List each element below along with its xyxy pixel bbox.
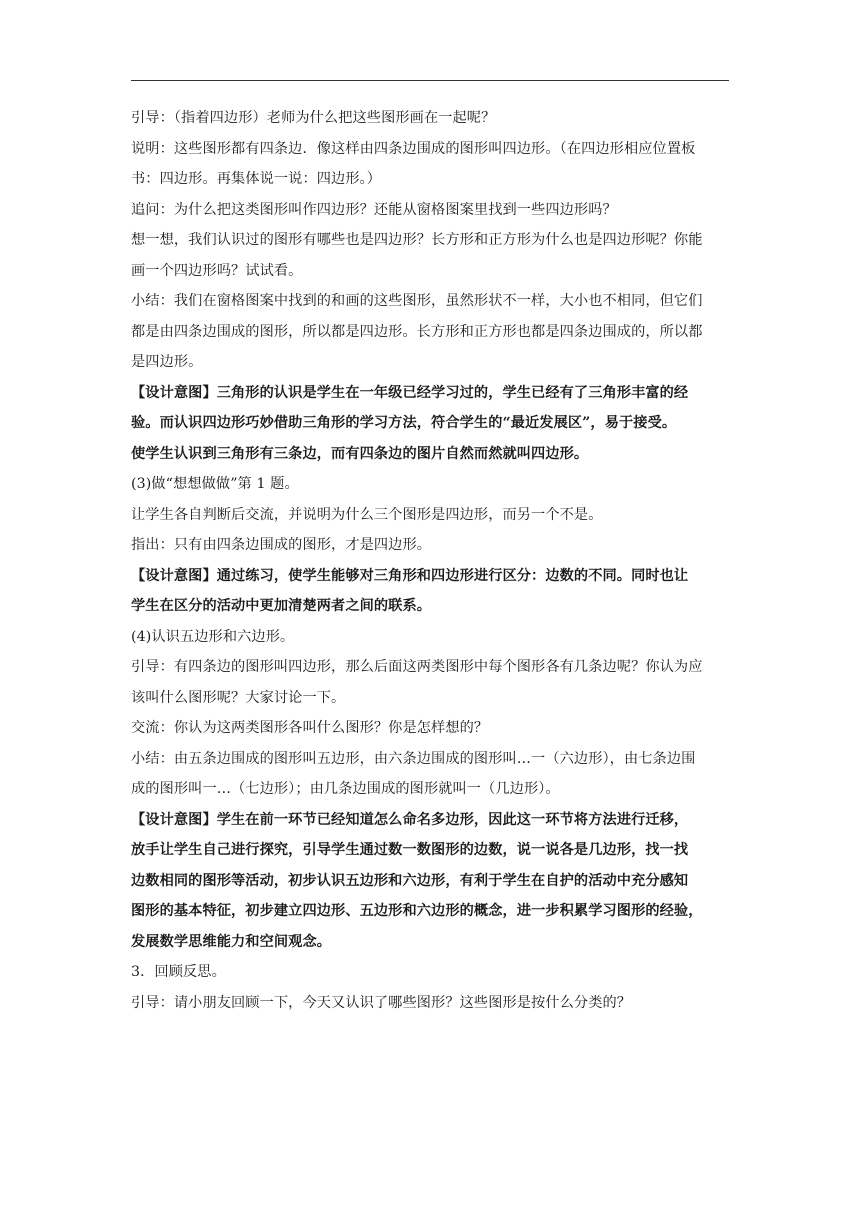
design-intent-line: 【设计意图】学生在前一环节已经知道怎么命名多边形，因此这一环节将方法进行迁移，	[131, 811, 689, 828]
text-line: 画一个四边形吗？试试看。	[131, 262, 303, 279]
design-intent-line: 图形的基本特征，初步建立四边形、五边形和六边形的概念，进一步积累学习图形的经验，	[131, 903, 703, 919]
text-line: 3．回顾反思。	[131, 964, 226, 980]
document-body	[131, 103, 731, 1018]
text-line: 追问：为什么把这类图形叫作四边形？还能从窗格图案里找到一些四边形吗？	[131, 201, 617, 218]
text-line: 说明：这些图形都有四条边．像这样由四条边围成的图形叫四边形。（在四边形相应位置板	[131, 140, 696, 157]
text-line: 小结：由五条边围成的图形叫五边形，由六条边围成的图形叫…一（六边形），由七条边围	[131, 750, 696, 767]
design-intent-line: 【设计意图】三角形的认识是学生在一年级已经学习过的，学生已经有了三角形丰富的经	[131, 384, 689, 401]
text-line: 交流：你认为这两类图形各叫什么图形？你是怎样想的？	[131, 720, 489, 736]
design-intent-line: 放手让学生自己进行探究，引导学生通过数一数图形的边数，说一说各是几边形，找一找	[131, 842, 689, 858]
design-intent-line: 边数相同的图形等活动，初步认识五边形和六边形，有利于学生在自护的活动中充分感知	[131, 872, 689, 889]
text-line: 引导：请小朋友回顾一下，今天又认识了哪些图形？这些图形是按什么分类的？	[131, 994, 632, 1011]
text-line: 该叫什么图形呢？大家讨论一下。	[131, 689, 346, 706]
text-line: 想一想，我们认识过的图形有哪些也是四边形？长方形和正方形为什么也是四边形呢？你能	[131, 232, 703, 248]
design-intent-line: 使学生认识到三角形有三条边，而有四条边的图片自然而然就叫四边形。	[131, 445, 589, 462]
text-line: 指出：只有由四条边围成的图形，才是四边形。	[131, 537, 432, 553]
text-line: (4)认识五边形和六边形。	[131, 628, 295, 645]
text-line: 引导：有四条边的图形叫四边形，那么后面这两类图形中每个图形各有几条边呢？你认为应	[131, 659, 703, 675]
text-line: (3)做“想想做做”第 1 题。	[131, 476, 299, 492]
text-line: 成的图形叫一…（七边形）；由几条边围成的图形就叫一（几边形）。	[131, 781, 560, 797]
header-rule	[131, 80, 729, 81]
text-line: 书：四边形。再集体说一说：四边形。）	[131, 171, 382, 187]
design-intent-line: 验。而认识四边形巧妙借助三角形的学习方法，符合学生的“最近发展区”，易于接受。	[131, 415, 677, 431]
design-intent-line: 【设计意图】通过练习，使学生能够对三角形和四边形进行区分：边数的不同。同时也让	[131, 567, 689, 584]
design-intent-line: 发展数学思维能力和空间观念。	[131, 933, 332, 950]
design-intent-line: 学生在区分的活动中更加清楚两者之间的联系。	[131, 598, 432, 614]
text-line: 都是由四条边围成的图形，所以都是四边形。长方形和正方形也都是四条边围成的，所以都	[131, 323, 703, 340]
text-line: 让学生各自判断后交流，并说明为什么三个图形是四边形，而另一个不是。	[131, 506, 603, 523]
text-line: 引导：（指着四边形）老师为什么把这些图形画在一起呢？	[131, 110, 496, 126]
text-line: 小结：我们在窗格图案中找到的和画的这些图形，虽然形状不一样，大小也不相同，但它们	[131, 293, 703, 309]
text-line: 是四边形。	[131, 354, 203, 370]
